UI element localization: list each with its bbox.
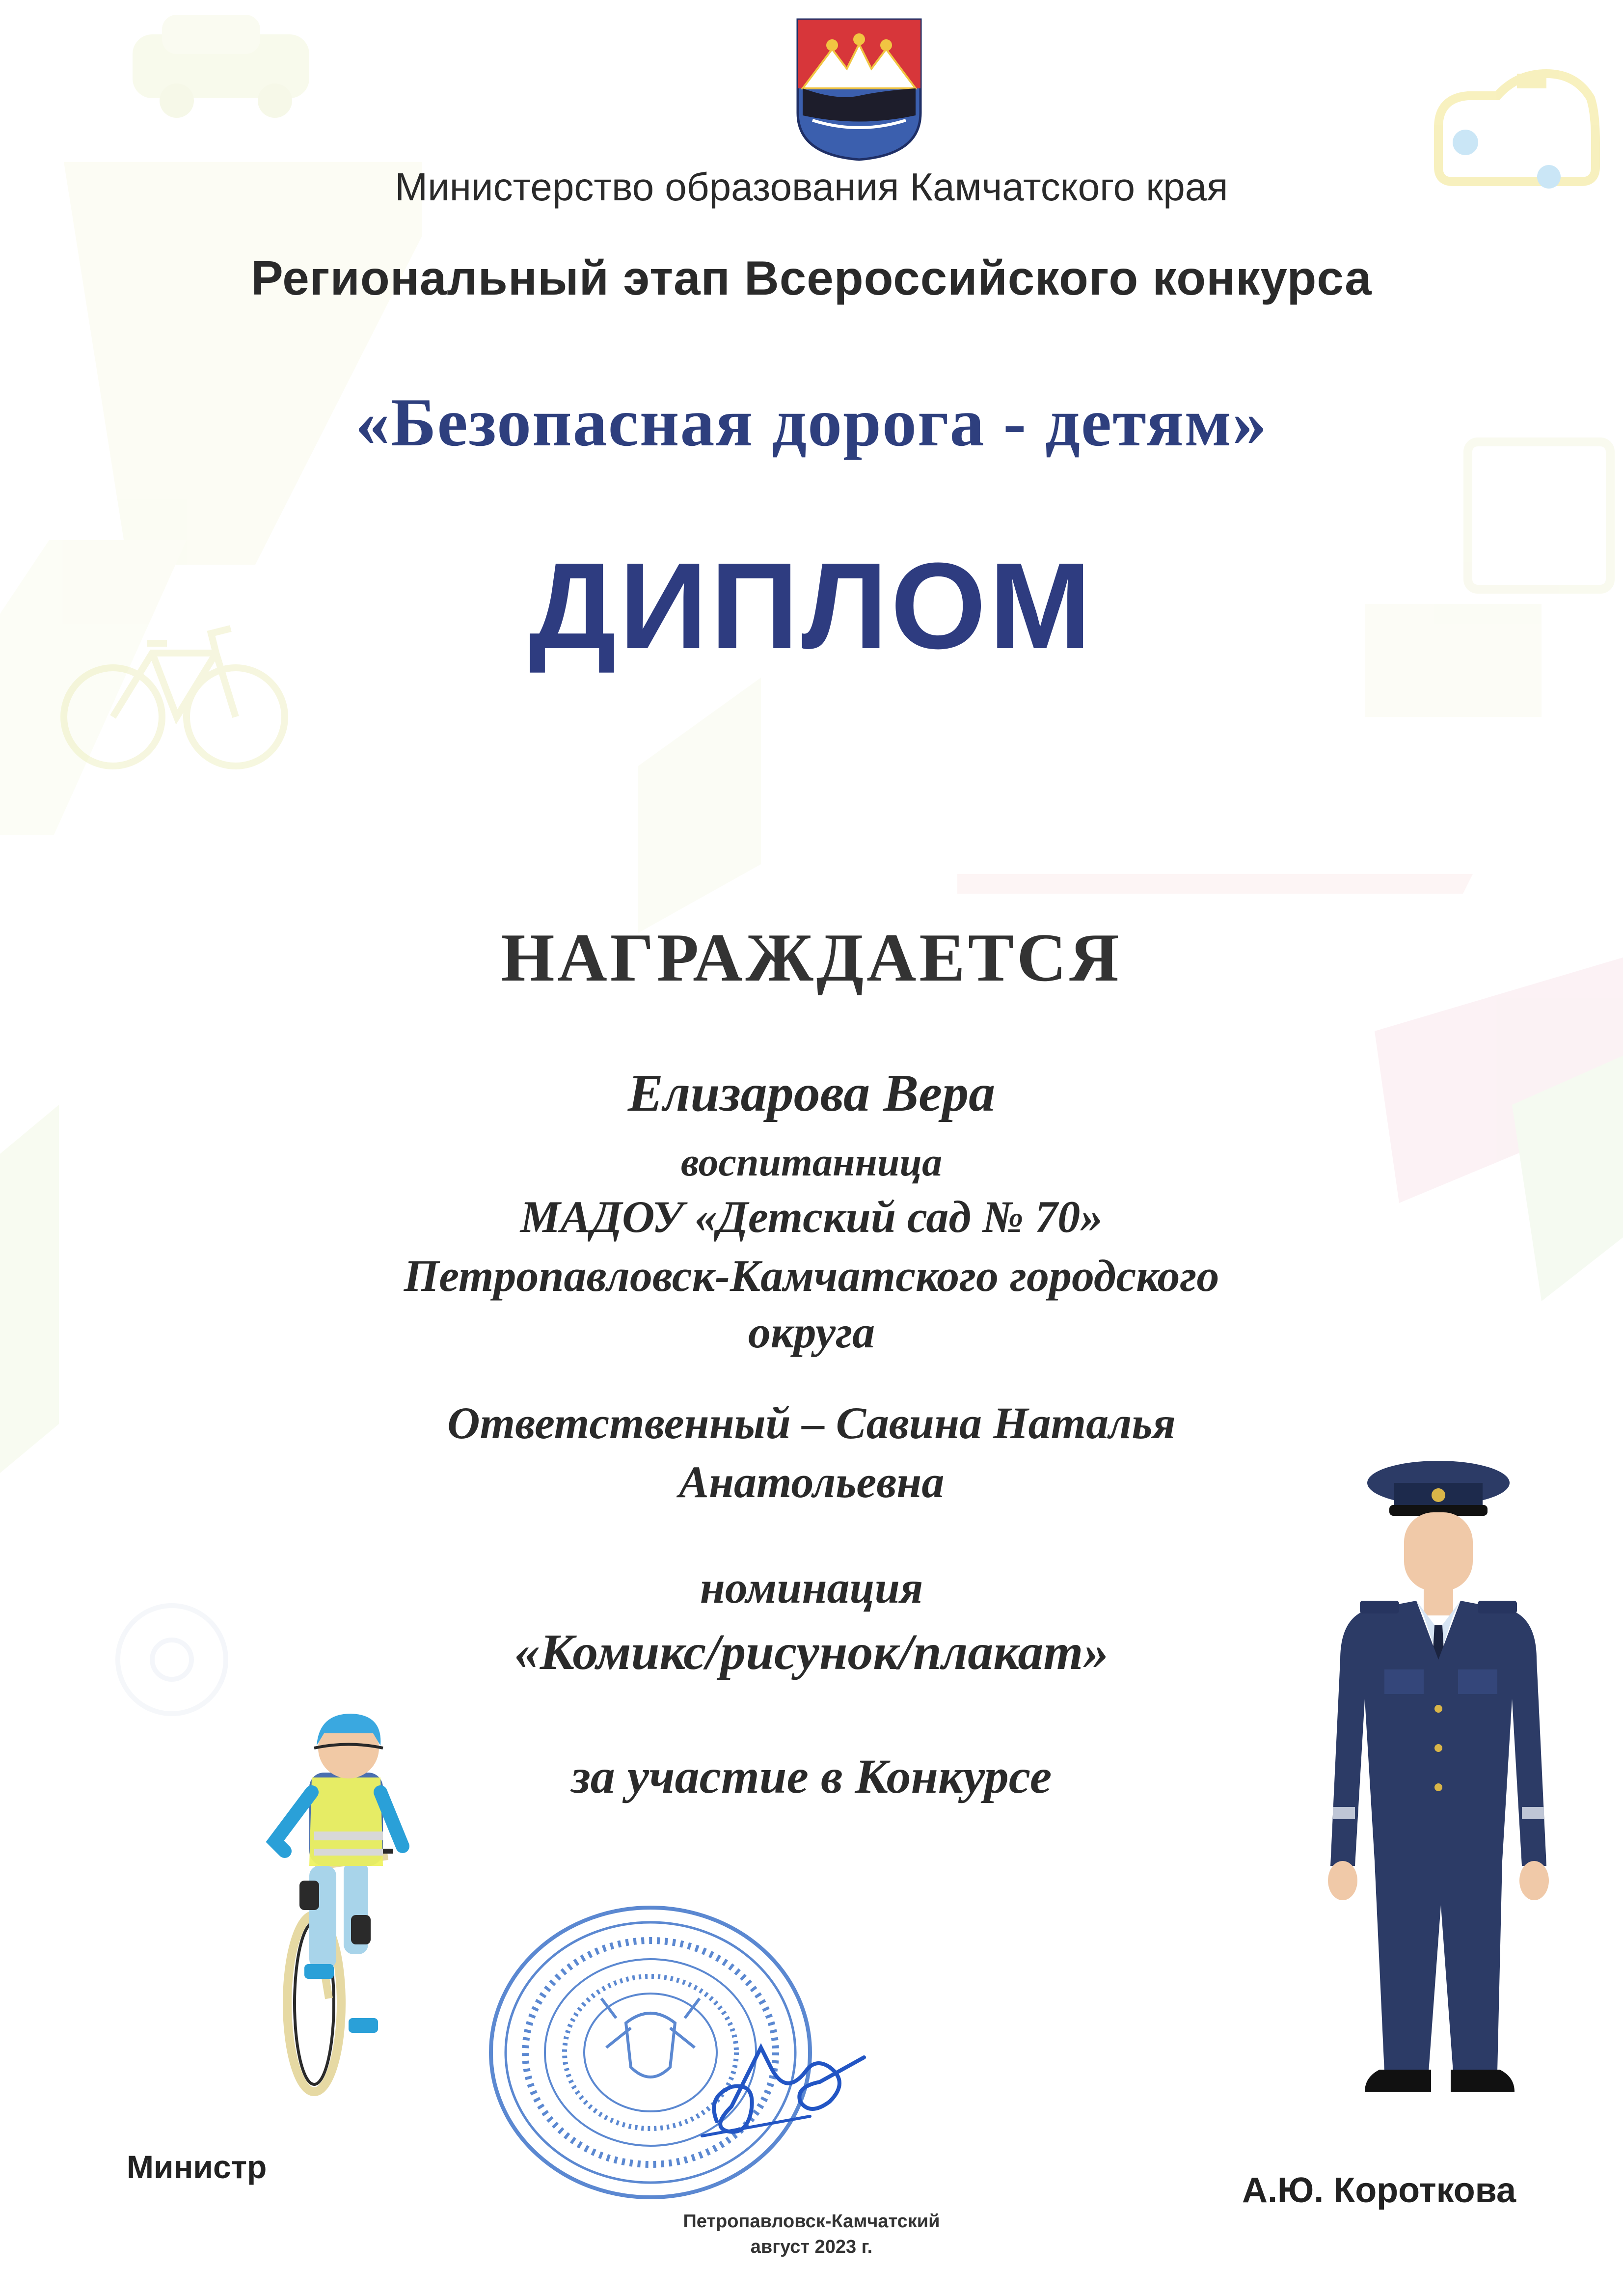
recipient-role: воспитанница [680, 1140, 943, 1184]
awarded-heading: НАГРАЖДАЕТСЯ [501, 920, 1122, 996]
police-officer-illustration [1306, 1453, 1581, 2111]
coat-of-arms-emblem [793, 15, 925, 162]
contest-name: «Безопасная дорога - детям» [355, 384, 1268, 461]
nomination-value: «Комикс/рисунок/плакат» [514, 1624, 1109, 1680]
contest-stage: Региональный этап Всероссийского конкурса [251, 251, 1372, 305]
footer-date: август 2023 г. [750, 2237, 873, 2257]
ministry-name: Министерство образования Камчатского края [395, 165, 1228, 209]
faint-car-icon [133, 15, 309, 118]
footer-city: Петропавловск-Камчатский [683, 2211, 940, 2232]
responsible-line2: Анатольевна [678, 1457, 945, 1507]
nomination-label: номинация [700, 1562, 923, 1613]
recipient-city-line2: округа [748, 1307, 875, 1357]
signature-mark [687, 2028, 884, 2156]
participation-text: за участие в Конкурсе [571, 1749, 1052, 1804]
diploma-title: ДИПЛОМ [529, 537, 1094, 674]
recipient-organization: МАДОУ «Детский сад № 70» [520, 1192, 1103, 1242]
child-cyclist-illustration [245, 1704, 432, 2097]
signatory-name: А.Ю. Короткова [1242, 2171, 1516, 2210]
responsible-line1: Ответственный – Савина Наталья [447, 1398, 1176, 1448]
minister-label: Министр [127, 2149, 267, 2185]
recipient-city-line1: Петропавловск-Камчатского городского [404, 1251, 1219, 1301]
recipient-name: Елизарова Вера [627, 1064, 996, 1122]
